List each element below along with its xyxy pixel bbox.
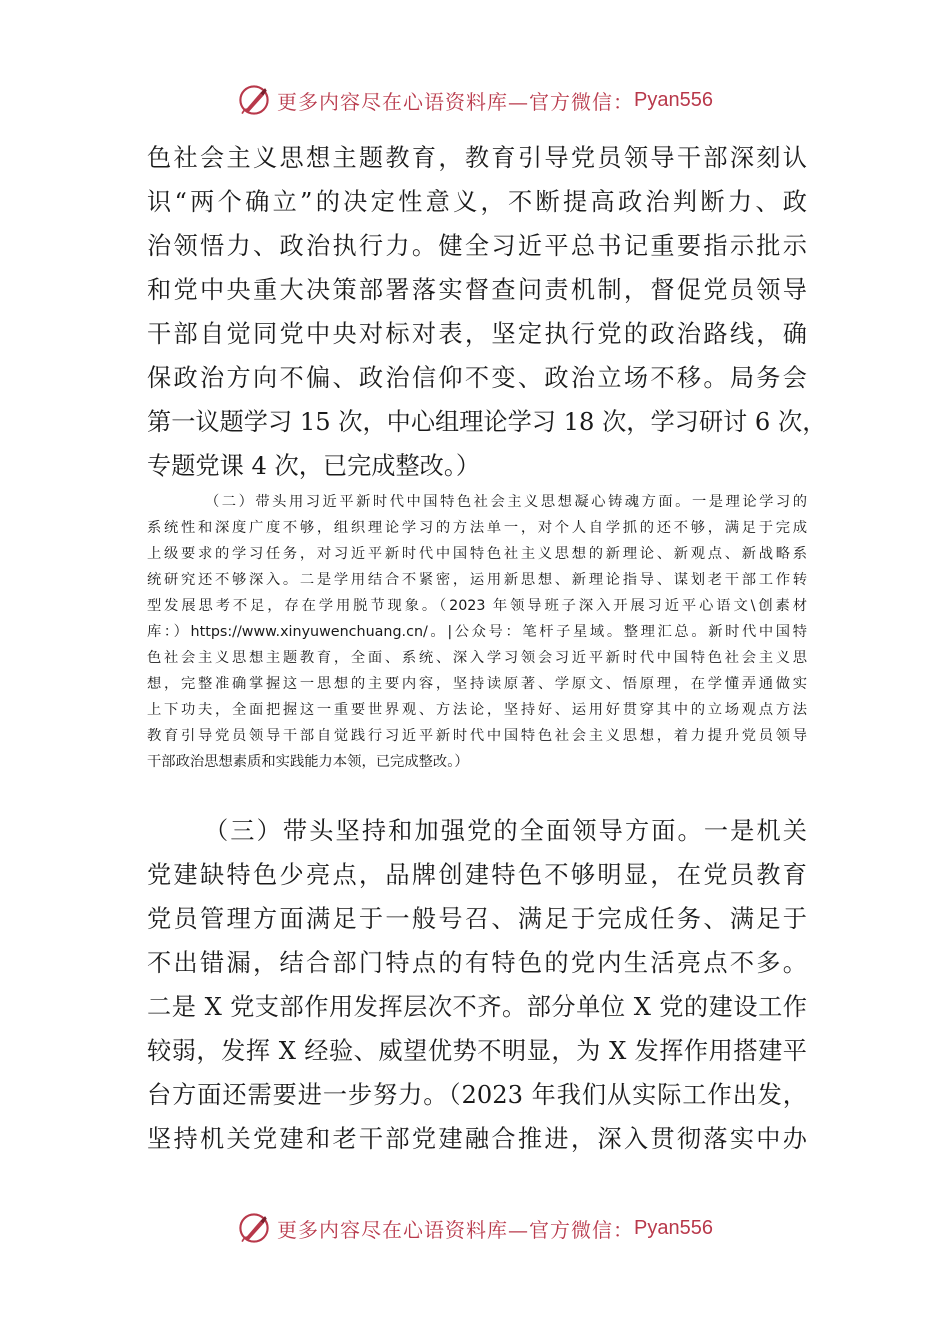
text-line: 干部政治思想素质和实践能力本领，已完成整改。） — [147, 754, 469, 770]
paragraph-1 — [147, 136, 827, 488]
text-line: 统研究还不够深入。二是学用结合不紧密，运用新思想、新理论指导、谋划老干部工作转 — [147, 572, 807, 588]
paragraph-3 — [147, 809, 807, 1161]
text-line: 上级要求的学习任务，对习近平新时代中国特色社主义思想的新理论、新观点、新战略系 — [147, 546, 807, 562]
text-line: 较弱，发挥 X 经验、威望优势不明显，为 X 发挥作用搭建平 — [147, 1037, 807, 1065]
text-line: 型发展思考不足，存在学用脱节现象。（2023 年领导班子深入开展习近平心语文\创素材 — [147, 598, 807, 614]
text-line: 上下功夫，全面把握这一重要世界观、方法论，坚持好、运用好贯穿其中的立场观点方法 — [147, 702, 807, 718]
text-line: 系统性和深度广度不够，组织理论学习的方法单一，对个人自学抓的还不够，满足于完成 — [147, 520, 807, 536]
text-line: 治领悟力、政治执行力。健全习近平总书记重要指示批示 — [147, 232, 807, 260]
text-line: 第一议题学习 15 次，中心组理论学习 18 次，学习研讨 6 次， — [147, 408, 827, 436]
banner-wechat-id: Pyan556 — [634, 88, 713, 111]
text-line: （三）带头坚持和加强党的全面领导方面。一是机关 — [204, 817, 807, 845]
header-banner — [0, 78, 950, 122]
text-line: 坚持机关党建和老干部党建融合推进，深入贯彻落实中办 — [147, 1125, 807, 1153]
text-line: 不出错漏，结合部门特点的有特色的党内生活亮点不多。 — [147, 949, 807, 977]
text-line: 二是 X 党支部作用发挥层次不齐。部分单位 X 党的建设工作 — [147, 993, 807, 1021]
banner-text: 更多内容尽在心语资料库—官方微信： — [277, 1217, 635, 1242]
pen-circle-logo-icon — [237, 83, 271, 117]
text-line: 党员管理方面满足于一般号召、满足于完成任务、满足于 — [147, 905, 807, 933]
text-line: 干部自觉同党中央对标对表，坚定执行党的政治路线，确 — [147, 320, 807, 348]
paragraph-2 — [147, 489, 807, 775]
text-line: 色社会主义思想主题教育，教育引导党员领导干部深刻认 — [147, 144, 807, 172]
pen-circle-logo-icon — [237, 1211, 271, 1245]
text-line: 保政治方向不偏、政治信仰不变、政治立场不移。局务会 — [147, 364, 807, 392]
text-line: 专题党课 4 次，已完成整改。） — [147, 452, 481, 480]
text-line: 台方面还需要进一步努力。（2023 年我们从实际工作出发， — [147, 1081, 807, 1109]
text-line: 识“两个确立”的决定性意义，不断提高政治判断力、政 — [147, 188, 807, 216]
text-line: 库：）https://www.xinyuwenchuang.cn/。|公众号：笔杆子星域。整理汇总。新时代中国特 — [147, 624, 807, 640]
footer-banner — [0, 1206, 950, 1250]
banner-wechat-id: Pyan556 — [634, 1216, 713, 1239]
text-line: 教育引导党员领导干部自觉践行习近平新时代中国特色社会主义思想，着力提升党员领导 — [147, 728, 807, 744]
text-line: 想，完整准确掌握这一思想的主要内容，坚持读原著、学原文、悟原理，在学懂弄通做实 — [147, 676, 807, 692]
text-line: 色社会主义思想主题教育，全面、系统、深入学习领会习近平新时代中国特色社会主义思 — [147, 650, 807, 666]
text-line: 党建缺特色少亮点，品牌创建特色不够明显，在党员教育 — [147, 861, 807, 889]
text-line: （二）带头用习近平新时代中国特色社会主义思想凝心铸魂方面。一是理论学习的 — [205, 494, 807, 510]
banner-text: 更多内容尽在心语资料库—官方微信： — [277, 89, 635, 114]
text-line: 和党中央重大决策部署落实督查问责机制，督促党员领导 — [147, 276, 807, 304]
